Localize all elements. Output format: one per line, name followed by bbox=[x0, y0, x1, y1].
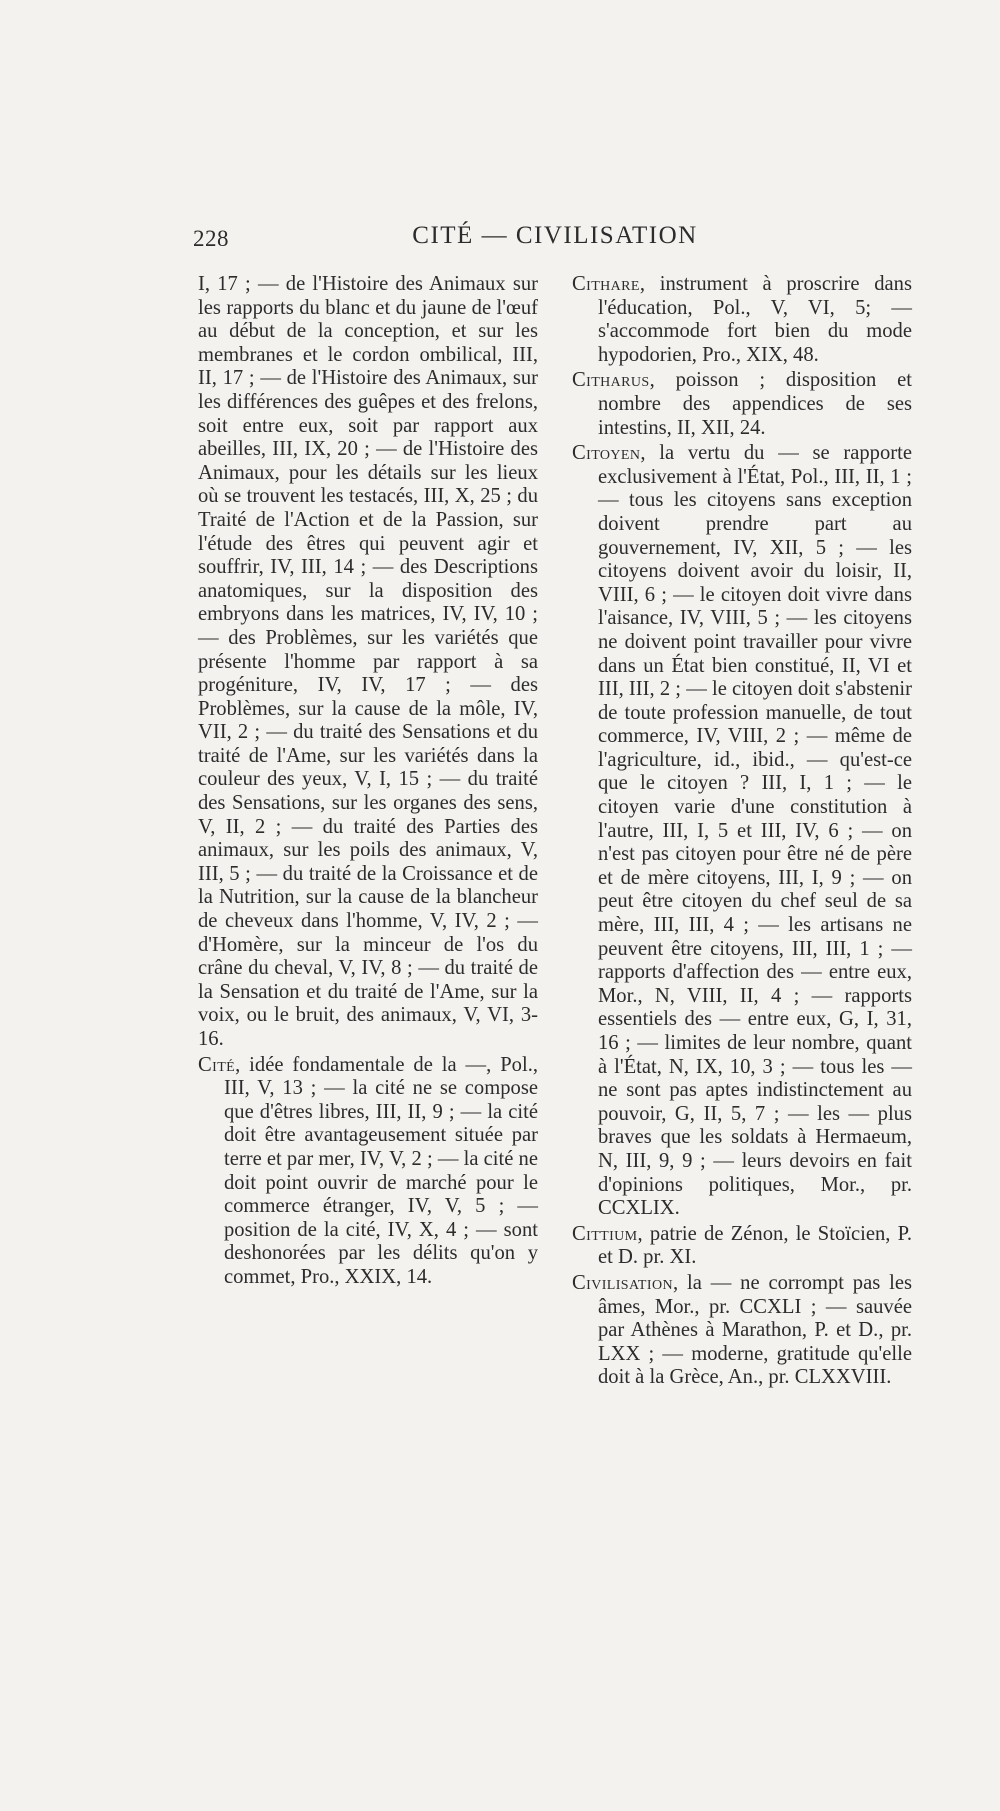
entry-headword: Civilisation bbox=[572, 1271, 673, 1294]
entry-text: , idée fondamentale de la —, Pol., III, V, 13 ; — la cité ne se compose que d'êtres libres, III, II, 9 ; — la cité doit être avantageusement située par terre et par mer, IV, V, 2 ; — la cité ne doit point ouvrir de marché pour le commerce étranger, IV, V, 5 ; — position de la cité, IV, X, 4 ; — sont deshonorées par les délits qu'on y commet, Pro., XXIX, 14. bbox=[224, 1053, 538, 1288]
index-entry-civilisation bbox=[572, 1272, 912, 1390]
entry-text: , patrie de Zénon, le Stoïcien, P. et D. pr. XI. bbox=[598, 1222, 912, 1269]
index-entry-continuation bbox=[198, 273, 538, 1052]
entry-text: , la vertu du — se rapporte exclusivement à l'État, Pol., III, II, 1 ; — tous les citoyens sans exception doivent prendre part au gouvernement, IV, XII, 5 ; — les citoyens doivent avoir du loisir, II, VIII, 6 ; — le citoyen doit vivre dans l'aisance, IV, VIII, 5 ; — les citoyens ne doivent point travailler pour vivre dans un État bien constitué, II, VI et III, III, 2 ; — le citoyen doit s'abstenir de toute profession manuelle, de tout commerce, IV, VIII, 2 ; — même de l'agriculture, id., ibid., — qu'est-ce que le citoyen ? III, I, 1 ; — le citoyen varie d'une constitution à l'autre, III, I, 5 et III, IV, 6 ; — on n'est pas citoyen pour être né de père et de mère citoyens, III, I, 9 ; — on peut être citoyen du chef seul de sa mère, III, III, 4 ; — les artisans ne peuvent être citoyens, III, III, 1 ; — rapports d'affection des — entre eux, Mor., N, VIII, II, 4 ; — rapports essentiels des — entre eux, G, I, 31, 16 ; — limites de leur nombre, quant à l'État, N, IX, 10, 3 ; — tous les — ne sont pas aptes indistinctement au pouvoir, G, II, 5, 7 ; — les — plus braves que les soldats à Hermaeum, N, III, 9, 9 ; — leurs devoirs en fait d'opinions politiques, Mor., pr. CCXLIX. bbox=[598, 442, 912, 1220]
right-column bbox=[572, 273, 912, 1390]
index-entry-citharus bbox=[572, 369, 912, 440]
running-title: CITÉ — CIVILISATION bbox=[412, 222, 698, 249]
entry-text: , poisson ; disposition et nombre des appendices de ses intestins, II, XII, 24. bbox=[598, 369, 912, 439]
entry-headword: Cittium bbox=[572, 1222, 638, 1245]
index-entry-cithare bbox=[572, 273, 912, 367]
index-entry-cittium bbox=[572, 1223, 912, 1270]
index-entry-cite bbox=[198, 1054, 538, 1290]
entry-text: , instrument à proscrire dans l'éducation, Pol., V, VI, 5; —s'accommode fort bien du mode hypodorien, Pro., XIX, 48. bbox=[598, 273, 912, 366]
entry-headword: Cité bbox=[198, 1053, 236, 1076]
entry-headword: Citoyen bbox=[572, 442, 641, 465]
entry-headword: Citharus bbox=[572, 369, 650, 392]
left-column bbox=[198, 273, 538, 1290]
page-number: 228 bbox=[193, 226, 229, 251]
entry-text: I, 17 ; — de l'Histoire des Animaux sur les rapports du blanc et du jaune de l'œuf au début de la conception, et sur les membranes et le cordon ombilical, III, II, 17 ; — de l'Histoire des Animaux, sur les différences des guêpes et des frelons, soit entre eux, soit par rapport aux abeilles, III, IX, 20 ; — de l'Histoire des Animaux, pour les détails sur les lieux où se trouvent les testacés, III, X, 25 ; du Traité de l'Action et de la Passion, sur l'étude des êtres qui peuvent agir et souffrir, IV, III, 14 ; — des Descriptions anatomiques, sur la disposition des embryons dans les matrices, IV, IV, 10 ; — des Problèmes, sur les variétés que présente l'homme par rapport à sa progéniture, IV, IV, 17 ; — des Problèmes, sur la cause de la môle, IV, VII, 2 ; — du traité des Sensations et du traité de l'Ame, sur les variétés dans la couleur des yeux, V, I, 15 ; — du traité des Sensations, sur les organes des sens, V, II, 2 ; — du traité des Parties des animaux, sur les poils des animaux, V, III, 5 ; — du traité de la Croissance et de la Nutrition, sur la cause de la blancheur de cheveux dans l'homme, V, IV, 2 ; — d'Homère, sur la minceur de l'os du crâne du cheval, V, IV, 8 ; — du traité de la Sensation et du traité de l'Ame, sur la voix, ou le bruit, des animaux, V, VI, 3-16. bbox=[198, 273, 538, 1050]
entry-text: , la — ne corrompt pas les âmes, Mor., pr. CCXLI ; — sauvée par Athènes à Marathon, P. et D., pr. LXX ; — moderne, gratitude qu'elle doit à la Grèce, An., pr. CLXXVIII. bbox=[598, 1271, 912, 1389]
index-entry-citoyen bbox=[572, 442, 912, 1221]
entry-headword: Cithare bbox=[572, 273, 640, 295]
